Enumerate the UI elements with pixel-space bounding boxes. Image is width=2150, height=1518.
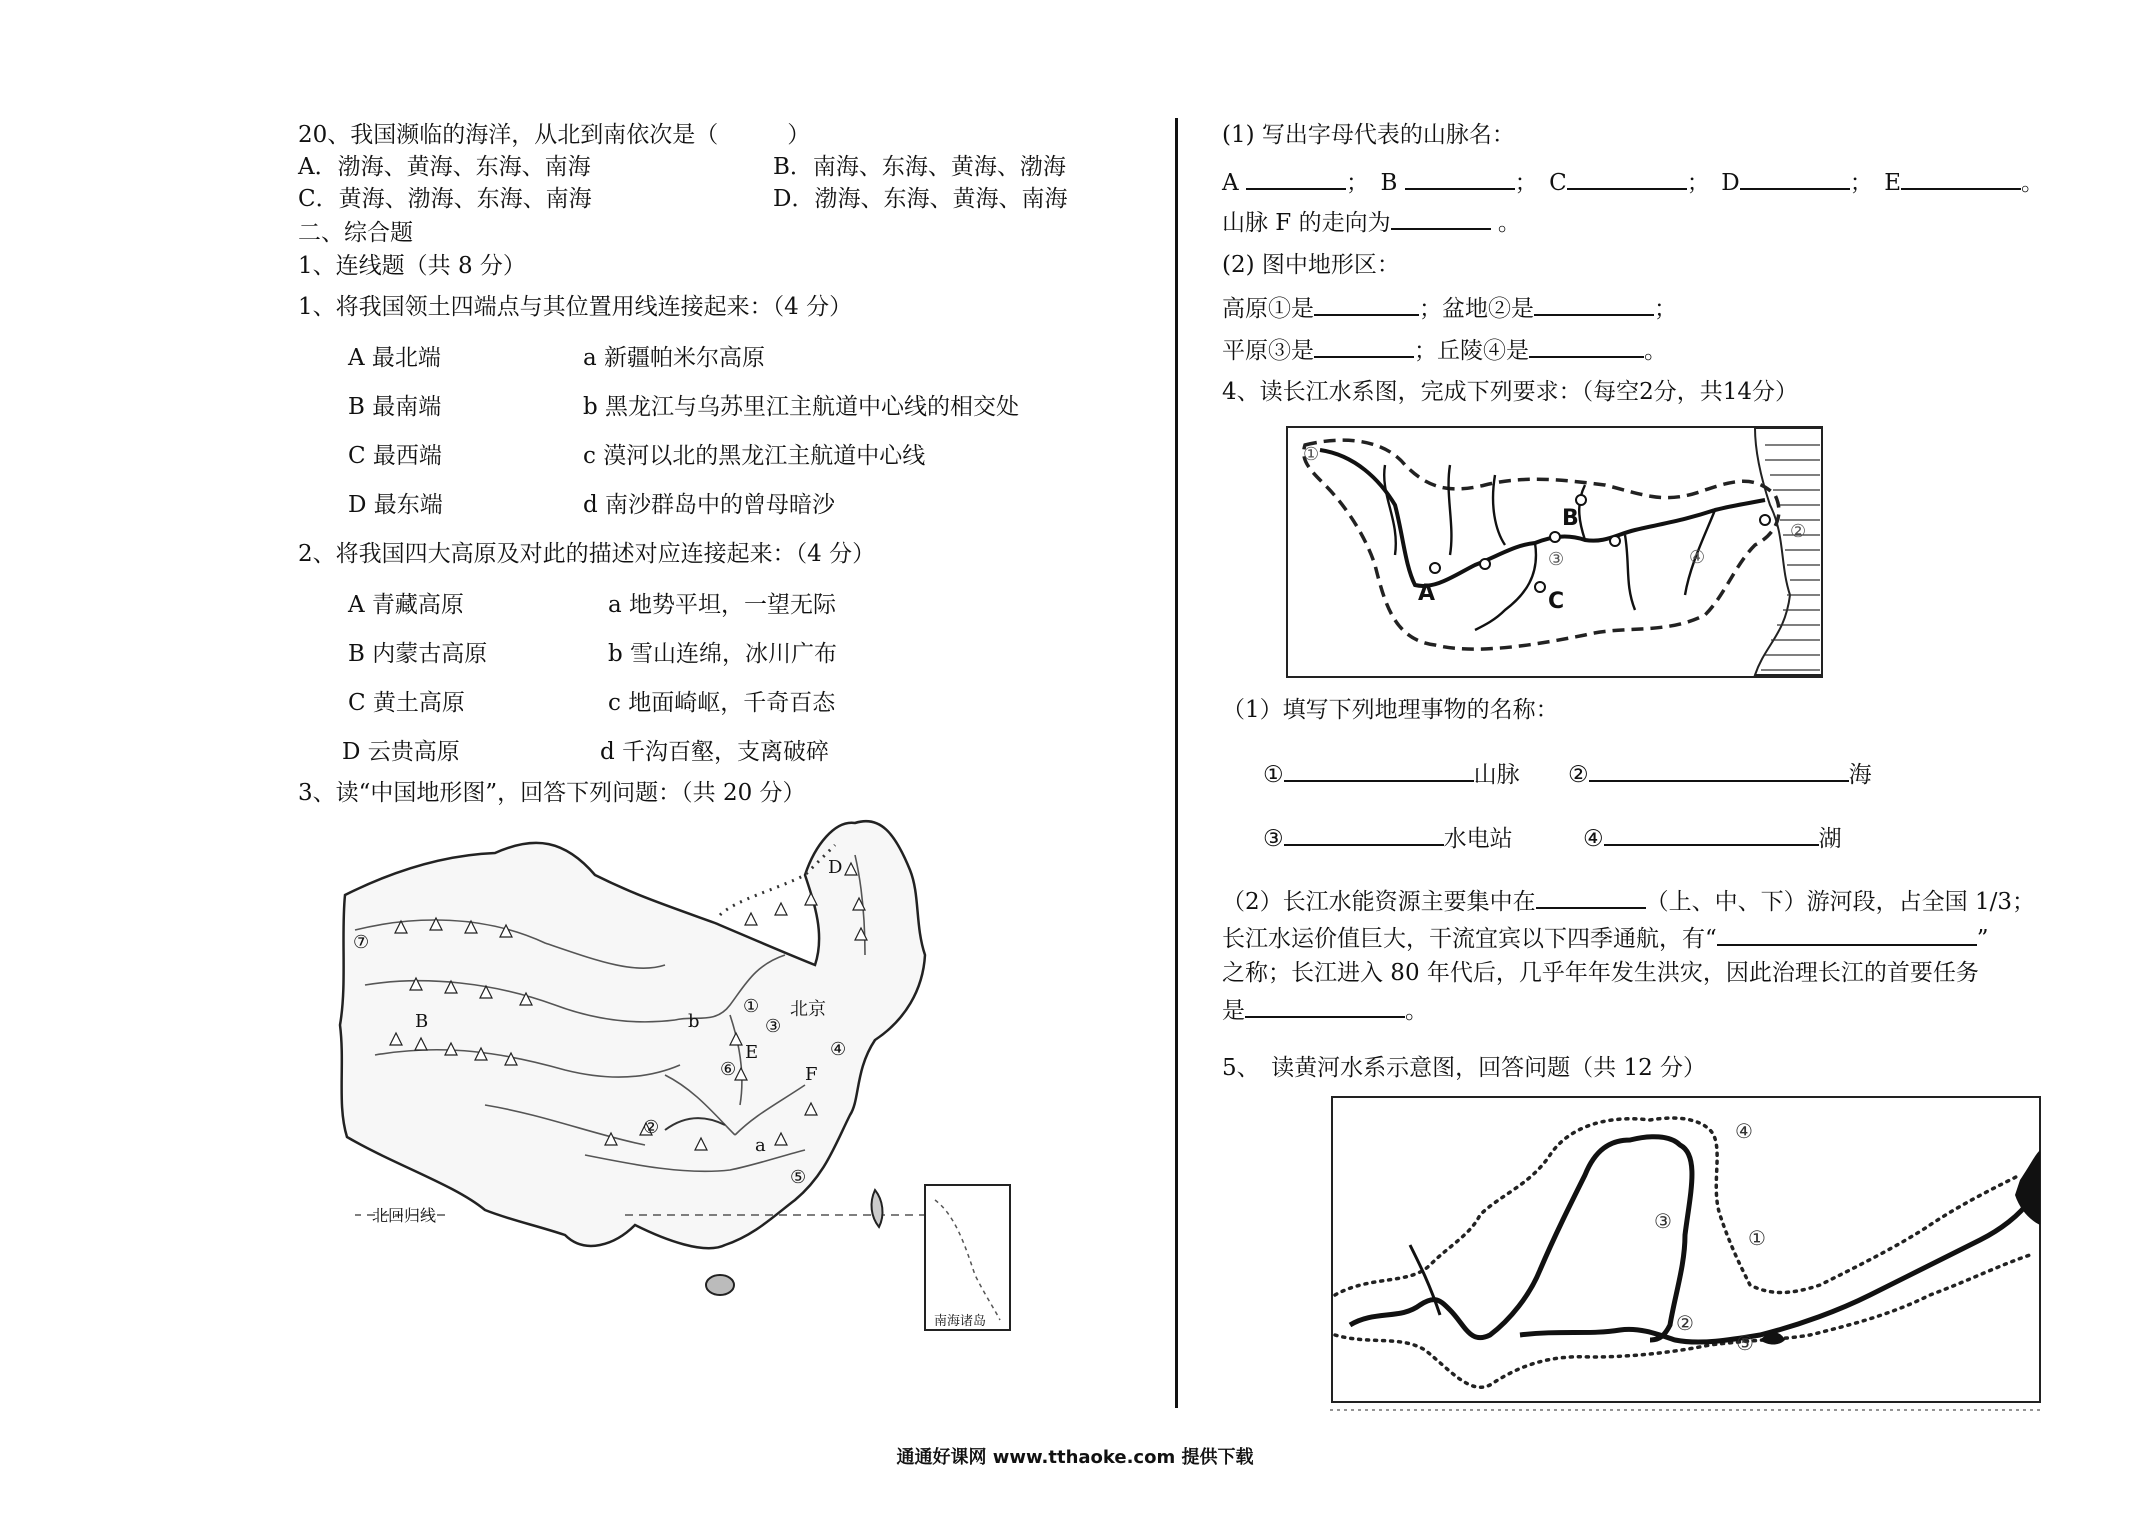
map-label-a: a [755,1135,766,1156]
yellow-label-4: ④ [1735,1119,1753,1143]
yangtze-river-map [1285,425,1825,680]
map-label-B: B [415,1011,429,1032]
letter-label: C [1549,170,1567,196]
q1-1-right-item: a 新疆帕米尔高原 [583,345,766,371]
q3-2-basin-label: ；盆地②是 [1419,296,1534,322]
answer-blank[interactable] [1536,885,1646,909]
q4-2-text: （上、中、下）游河段，占全国 1/3； [1645,889,2035,915]
q1-2-left-item: A 青藏高原 [348,592,464,618]
q4-2-line-2 [1222,922,1989,954]
inset-label: 南海诸岛 [934,1314,987,1329]
yellow-river-map [1330,1095,2042,1415]
q20-stem: 20、我国濒临的海洋，从北到南依次是（ ） [298,122,811,148]
map-label-beijing: 北京 [790,999,826,1020]
q4-2-line-3: 之称；长江进入 80 年代后，几乎年年发生洪灾，因此治理长江的首要任务 [1222,960,1979,986]
q1-1-right-item: b 黑龙江与乌苏里江主航道中心线的相交处 [583,394,1020,420]
q3-2-row-2 [1222,334,1667,366]
map-label-D: D [828,857,843,878]
answer-blank[interactable] [1901,166,2021,190]
page-footer: 通通好课网 www.tthaoke.com 提供下载 [896,1447,1254,1468]
q1-1-left-item: B 最南端 [348,394,442,420]
answer-blank[interactable] [1314,334,1414,358]
q4-2-text: 是 [1222,998,1245,1024]
yellow-label-3: ③ [1654,1209,1672,1233]
letter-label: A [1222,170,1239,196]
map-label-3: ③ [765,1016,782,1037]
q20-option-c: C．黄海、渤海、东海、南海 [298,186,592,212]
item-suffix: 海 [1848,762,1872,788]
yangtze-label-A: A [1418,581,1436,606]
sentence-end: 。 [2021,170,2045,196]
answer-blank[interactable] [1534,292,1654,316]
sentence-end: 。 [1497,210,1521,236]
q4-2-line-4 [1222,994,1428,1026]
q4-title: 4、读长江水系图，完成下列要求：（每空2分，共14分） [1222,379,1799,405]
q1-1-title: 1、将我国领土四端点与其位置用线连接起来：（4 分） [298,294,853,320]
item-suffix: 湖 [1818,826,1842,852]
answer-blank[interactable] [1391,206,1491,230]
letter-label: B [1380,170,1398,196]
answer-blank[interactable] [1246,166,1346,190]
q3-2-plateau-label: 高原①是 [1222,296,1314,322]
yangtze-label-1: ① [1303,444,1320,465]
q3-2-row-1: 高原①是 ；盆地②是 ； [1222,292,1677,324]
letter-label: D [1721,170,1740,196]
map-label-6: ⑥ [720,1059,737,1080]
q3-2-plain-label: 平原③是 [1222,338,1314,364]
map-label-2: ② [643,1117,660,1138]
answer-blank[interactable] [1314,292,1419,316]
yangtze-label-3: ③ [1548,549,1565,570]
q3-title: 3、读“中国地形图”，回答下列问题：（共 20 分） [298,780,806,806]
answer-blank[interactable] [1717,922,1977,946]
sentence-end: 。 [1644,338,1667,364]
q1-1-right-item: c 漠河以北的黑龙江主航道中心线 [583,443,926,469]
item-suffix: 山脉 [1473,762,1520,788]
q4-2-text: 长江水运价值巨大，干流宜宾以下四季通航，有“ [1222,926,1717,952]
item-number: ③ [1263,826,1284,852]
yellow-label-1: ① [1748,1226,1766,1250]
answer-blank[interactable] [1740,166,1850,190]
answer-blank[interactable] [1245,994,1405,1018]
q1-1-left-item: C 最西端 [348,443,442,469]
answer-blank[interactable] [1529,334,1644,358]
q1-1-left-item: D 最东端 [348,492,443,518]
yangtze-label-4: ④ [1689,547,1706,568]
tropic-label: 北回归线 [372,1206,437,1225]
map-label-7: ⑦ [353,932,370,953]
q1-1-right-item: d 南沙群岛中的曾母暗沙 [583,492,836,518]
q1-1-left-item: A 最北端 [348,345,441,371]
yellow-label-2: ② [1676,1311,1694,1335]
q3-1-blanks-row: A ； B ； C ； D ； E 。 [1222,166,2044,198]
section2-title: 二、综合题 [298,220,413,246]
q4-2-line-1 [1222,885,2035,917]
q1-2-left-item: B 内蒙古高原 [348,641,488,667]
q1-2-left-item: D 云贵高原 [342,739,460,765]
q1-2-right-item: c 地面崎岖，千奇百态 [608,690,836,716]
q1-2-title: 2、将我国四大高原及对此的描述对应连接起来：（4 分） [298,541,876,567]
q3-1-f-label: 山脉 F 的走向为 [1222,210,1391,236]
column-divider [1175,118,1178,1408]
q4-2-text: （2）长江水能资源主要集中在 [1222,889,1536,915]
yangtze-label-2: ② [1790,521,1807,542]
q20-option-a: A．渤海、黄海、东海、南海 [298,154,591,180]
q4-1-title: （1）填写下列地理事物的名称： [1222,697,1559,723]
q20-option-d: D．渤海、东海、黄海、南海 [773,186,1068,212]
q4-1-item [1263,822,1513,854]
q1-2-left-item: C 黄土高原 [348,690,465,716]
map-label-F: F [805,1064,818,1085]
q4-1-item [1568,758,1872,790]
q1-2-right-item: b 雪山连绵，冰川广布 [608,641,838,667]
map-label-E: E [745,1042,759,1063]
q1-title: 1、连线题（共 8 分） [298,253,526,279]
letter-label: E [1884,170,1902,196]
q1-2-right-item: a 地势平坦，一望无际 [608,592,837,618]
yangtze-label-C: C [1548,589,1565,614]
answer-blank[interactable] [1567,166,1687,190]
answer-blank[interactable] [1284,822,1444,846]
item-number: ② [1568,762,1589,788]
map-label-5: ⑤ [790,1167,807,1188]
yellow-label-5: ⑤ [1736,1331,1754,1355]
q3-2-title: (2) 图中地形区： [1222,252,1400,278]
map-label-4: ④ [830,1039,847,1060]
q3-1-f-row [1222,206,1521,238]
item-suffix: 水电站 [1443,826,1513,852]
q5-title: 5、 读黄河水系示意图，回答问题（共 12 分） [1222,1055,1707,1081]
map-label-b: b [688,1011,700,1032]
map-label-1: ① [743,996,760,1017]
q3-1-title: (1) 写出字母代表的山脉名： [1222,122,1515,148]
q3-2-hills-label: ；丘陵④是 [1414,338,1529,364]
answer-blank[interactable] [1284,758,1474,782]
q4-1-item [1263,758,1520,790]
q4-1-item [1583,822,1842,854]
answer-blank[interactable] [1604,822,1819,846]
item-number: ① [1263,762,1284,788]
q4-2-text: ” [1976,926,1989,952]
q1-2-right-item: d 千沟百壑，支离破碎 [600,739,830,765]
q4-2-text: 。 [1405,998,1428,1024]
item-number: ④ [1583,826,1604,852]
answer-blank[interactable] [1589,758,1849,782]
china-terrain-map [335,815,1015,1335]
answer-blank[interactable] [1405,166,1515,190]
q20-option-b: B．南海、东海、黄海、渤海 [773,154,1066,180]
yangtze-label-B: B [1562,506,1579,531]
